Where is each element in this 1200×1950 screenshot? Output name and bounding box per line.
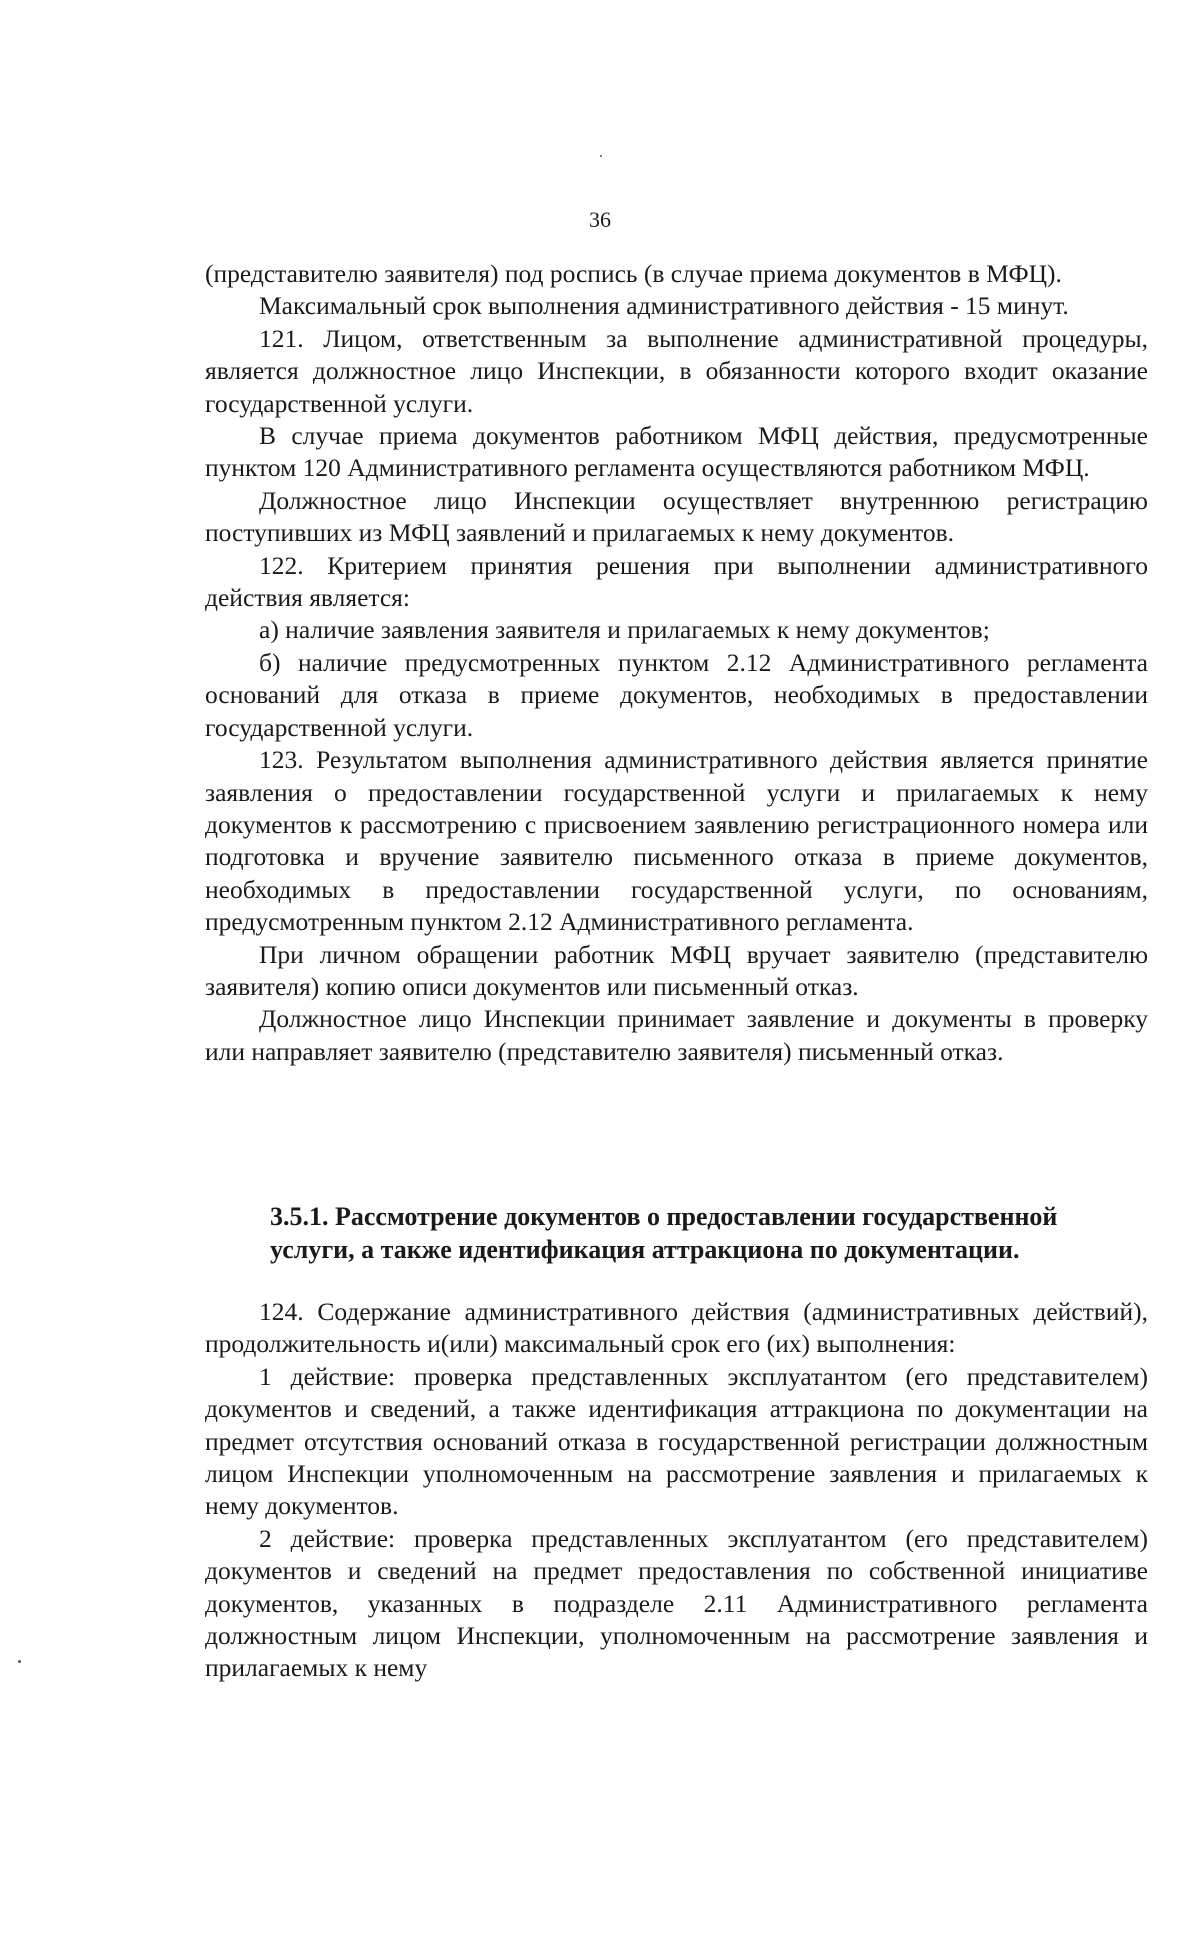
paragraph: Максимальный срок выполнения административного действия - 15 минут. (259, 291, 1069, 321)
section-heading-line: 3.5.1. Рассмотрение документов о предоставлении государственной (270, 1202, 1058, 1231)
body-text-lower (205, 1296, 1148, 1685)
paragraph: При личном обращении работник МФЦ вручает заявителю (представителю заявителя) копию описи документов или письменный отказ. (205, 939, 1148, 1001)
paragraph: 124. Содержание административного действия (административных действий), продолжительность и(или) максимальный срок его (их) выполнения: (205, 1297, 1148, 1359)
section-heading (270, 1200, 1150, 1266)
paragraph: а) наличие заявления заявителя и прилагаемых к нему документов; (259, 615, 990, 645)
scan-speck (18, 1660, 21, 1663)
paragraph: Должностное лицо Инспекции осуществляет внутреннюю регистрацию поступивших из МФЦ заявлений и прилагаемых к нему документов. (205, 485, 1148, 548)
paragraph: 123. Результатом выполнения административного действия является принятие заявления о предоставлении государственной услуги и прилагаемых к нему документов к рассмотрению с присвоением заявлению регистрационного номера или подготовка и вручение заявителю письменного отказа в приеме документов, необходимых в предоставлении государственной услуги, по основаниям, предусмотренным пунктом 2.12 Административного регламента. (205, 745, 1148, 937)
paragraph: б) наличие предусмотренных пунктом 2.12 Административного регламента оснований для отказа в приеме документов, необходимых в предоставлении государственной услуги. (205, 647, 1148, 742)
scan-speck (600, 155, 602, 157)
paragraph: 1 действие: проверка представленных эксплуатантом (его представителем) документов и сведений, а также идентификация аттракциона по документации на предмет отсутствия оснований отказа в государственной регистрации должностным лицом Инспекции уполномоченным на рассмотрение заявления и прилагаемых к нему документов. (205, 1361, 1148, 1521)
paragraph: 121. Лицом, ответственным за выполнение административной процедуры, является должностное лицо Инспекции, в обязанности которого входит оказание государственной услуги. (205, 323, 1148, 418)
paragraph: Должностное лицо Инспекции принимает заявление и документы в проверку или направляет заявителю (представителю заявителя) письменный отказ. (205, 1004, 1148, 1066)
page-number: 36 (589, 207, 611, 232)
paragraph: В случае приема документов работником МФЦ действия, предусмотренные пунктом 120 Административного регламента осуществляются работником МФЦ. (205, 421, 1148, 483)
body-text-upper (205, 258, 1148, 1068)
paragraph: 122. Критерием принятия решения при выполнении административного действия является: (205, 550, 1148, 613)
paragraph: (представителю заявителя) под роспись (в случае приема документов в МФЦ). (205, 259, 1062, 288)
paragraph: 2 действие: проверка представленных эксплуатантом (его представителем) документов и сведений на предмет предоставления по собственной инициативе документов, указанных в подразделе 2.11 Административного регламента должностным лицом Инспекции, уполномоченным на рассмотрение заявления и прилагаемых к нему (205, 1523, 1148, 1683)
section-heading-line: услуги, а также идентификация аттракциона по документации. (270, 1235, 1020, 1264)
